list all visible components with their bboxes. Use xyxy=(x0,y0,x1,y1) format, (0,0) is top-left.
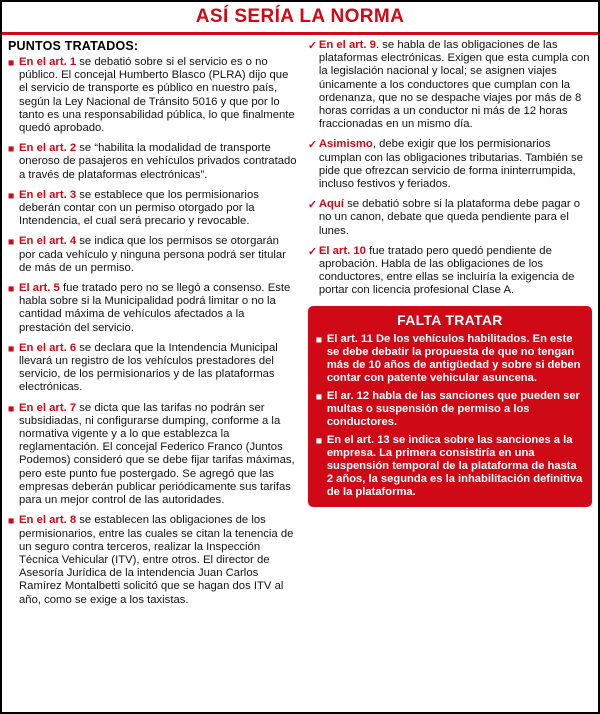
list-item-text xyxy=(19,514,298,606)
list-item-text xyxy=(19,142,298,182)
page-header xyxy=(2,2,598,35)
list-item-lead: En el art. 1 xyxy=(19,56,77,68)
list-item-text xyxy=(19,402,298,508)
list-item-body: se dicta que las tarifas no podrán ser subsidiadas, ni configurarse dumping, conforme a la normativa vigente y a lo que establezca la reglamentación. El concejal Federico Franco (Juntos Podemos) consideró que se debe fijar tarifas máximas, pero este punto fue postergado. Se agregó que las empresas deberán publicar periódicamente sus tarifas para un mejor control de las autoridades. xyxy=(19,401,295,507)
list-item-body: se “habilita la modalidad de transporte oneroso de pasajeros en vehículos privados contratado a través de plataformas electrónicas”. xyxy=(19,142,297,181)
list-item xyxy=(8,189,298,229)
list-item-lead: En el art. 3 xyxy=(19,188,77,201)
list-item-body: De los vehículos habilitados. En este se debe debatir la propuesta de que no tengan más de 10 años de antigüedad y sobre si deben contar con patente vehicular asuncena. xyxy=(326,332,581,384)
list-item-body: fue tratado pero quedó pendiente de aprobación. Habla de las obligaciones de los conductores, entre ellas se incluiría la exigencia de portar con licencia profesional Clase A. xyxy=(318,244,575,297)
falta-tratar-panel xyxy=(308,306,592,507)
square-bullet-icon: ■ xyxy=(8,402,15,415)
list-item xyxy=(308,198,592,238)
list-item-lead: En el art. 13 xyxy=(326,433,390,446)
square-bullet-icon: ■ xyxy=(315,434,323,447)
list-item-body: se declara que la Intendencia Municipal llevará un registro de los vehículos prestadores del servicio, de los permisionarios y de las plataformas electrónicas. xyxy=(19,341,278,394)
list-item-body: se debatió sobre si la plataforma debe pagar o no un canon, debate que queda pendiente para el lunes. xyxy=(318,198,581,237)
list-item xyxy=(316,333,584,385)
content-columns xyxy=(2,35,598,713)
list-item-body: se establece que los permisionarios deberán contar con un permiso otorgado por la Intendencia, el cual será precario y revocable. xyxy=(19,188,259,228)
square-bullet-icon: ■ xyxy=(315,390,323,403)
list-item xyxy=(8,342,298,395)
list-item-lead: Asimismo xyxy=(318,138,373,151)
list-item xyxy=(316,390,584,429)
list-item-body: . se habla de las obligaciones de las plataformas electrónicas. Exigen que esta cumpla con la legislación nacional y local; se asignen viajes únicamente a los conductores que cumplan con la ordenanza, que no se despache viajes por más de 8 horas corridas a un conductor ni más de 12 horas fraccionadas en un mismo día. xyxy=(318,39,590,131)
falta-tratar-title: FALTA TRATAR xyxy=(397,311,503,328)
list-item xyxy=(308,39,592,131)
square-bullet-icon: ■ xyxy=(8,57,15,69)
list-item-text xyxy=(19,189,298,229)
list-item-lead: Aquí xyxy=(318,198,344,211)
list-item-body: se indica sobre las sanciones a la empresa. La primera consistiría en una suspensión temporal de la plataforma de hasta 2 años, la segunda es la inhabilitación definitiva de la plataforma. xyxy=(326,433,583,498)
list-item-text xyxy=(327,390,584,429)
list-item-lead: El art. 5 xyxy=(19,282,60,295)
list-item xyxy=(308,245,592,298)
list-item xyxy=(8,142,298,182)
list-item-body: se establecen las obligaciones de los permisionarios, entre las cuales se citan la tenencia de un seguro contra terceros, realizar la Inspección Técnica Vehicular (ITV), entre otros. El director de Asesoría Jurídica de la intendencia Juan Carlos Ramírez Montalbetti solicitó que se hagan dos ITV al año, como se exige a los taxistas. xyxy=(19,514,294,606)
list-item-body: se debatió sobre si el servicio es o no público. El concejal Humberto Blasco (PLRA) dijo que el servicio de transporte es público en nuestro país, según la Ley Nacional de Tránsito 5016 y que por lo tanto es una responsabilidad pública, lo que finalmente quedó aprobado. xyxy=(19,56,295,135)
list-item-text xyxy=(327,333,584,385)
list-item-text xyxy=(19,235,298,275)
check-bullet-icon: ✓ xyxy=(307,245,318,258)
list-item-lead: El art. 10 xyxy=(318,244,366,257)
left-column xyxy=(8,39,306,713)
list-item-body: habla de las sanciones que pueden ser multas o suspensión de permiso a los conductores. xyxy=(326,389,580,428)
list-item-lead: En el art. 4 xyxy=(19,235,77,248)
check-bullet-icon: ✓ xyxy=(307,199,318,212)
list-item-body: , debe exigir que los permisionarios cumplan con las obligaciones tributarias. También se pide que ofrezcan servicio de forma ininterrumpida, incluso festivos y feriados. xyxy=(318,138,583,191)
list-item-lead: En el art. 7 xyxy=(19,401,77,414)
section-title-puntos-tratados: PUNTOS TRATADOS: xyxy=(8,39,139,53)
list-item-text xyxy=(19,342,298,395)
list-item xyxy=(8,514,298,606)
check-bullet-icon: ✓ xyxy=(307,40,318,52)
square-bullet-icon: ■ xyxy=(8,283,15,296)
square-bullet-icon: ■ xyxy=(315,333,323,346)
right-column xyxy=(306,39,592,713)
list-item xyxy=(8,402,298,508)
list-item xyxy=(316,434,584,499)
square-bullet-icon: ■ xyxy=(8,189,15,202)
list-item-body: se indica que los permisos se otorgarán por cada vehículo y ninguna persona podrá ser titular de más de un permiso. xyxy=(19,235,286,274)
square-bullet-icon: ■ xyxy=(8,515,15,528)
list-item-lead: En el art. 9 xyxy=(318,39,376,51)
list-item-text xyxy=(19,282,298,335)
list-item-lead: El ar. 12 xyxy=(326,389,370,402)
list-item-lead: En el art. 8 xyxy=(19,514,77,527)
list-item-body: fue tratado pero no se llegó a consenso. Este habla sobre si la Municipalidad podrá limitar o no la cantidad máxima de vehículos afectados a la prestación del servicio. xyxy=(19,282,291,334)
list-item-text xyxy=(319,245,592,298)
list-item xyxy=(8,56,298,135)
list-item xyxy=(8,282,298,335)
square-bullet-icon: ■ xyxy=(8,143,15,156)
list-item-text xyxy=(19,56,298,135)
list-item-lead: En el art. 2 xyxy=(19,142,77,155)
list-item-text xyxy=(319,198,592,238)
square-bullet-icon: ■ xyxy=(8,236,15,249)
list-item-lead: El art. 11 xyxy=(326,332,373,345)
list-item-lead: En el art. 6 xyxy=(19,341,77,354)
list-item-text xyxy=(319,39,592,131)
list-item-text xyxy=(319,138,592,191)
list-item xyxy=(8,235,298,275)
list-item xyxy=(308,138,592,191)
check-bullet-icon: ✓ xyxy=(307,139,318,152)
page-title: ASÍ SERÍA LA NORMA xyxy=(195,6,405,27)
square-bullet-icon: ■ xyxy=(8,342,15,355)
list-item-text xyxy=(327,434,584,499)
